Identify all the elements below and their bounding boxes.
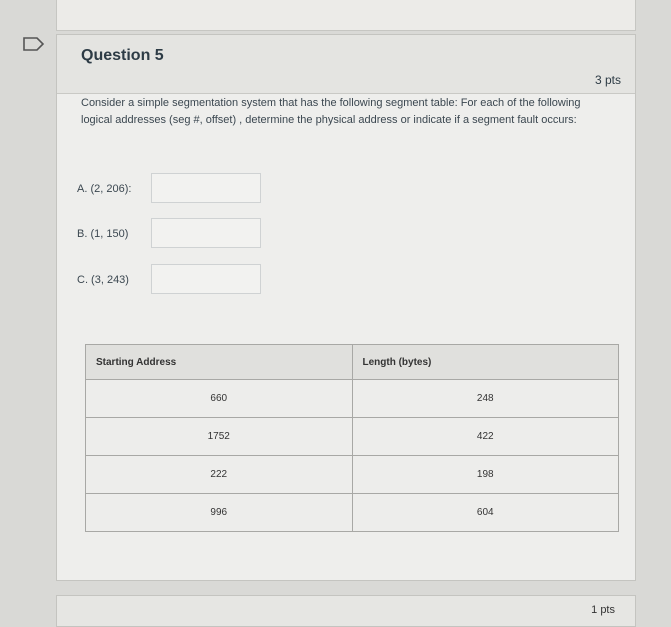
- answer-label-a: A. (2, 206):: [77, 183, 132, 195]
- length-cell: 604: [352, 494, 619, 532]
- answer-label-c: C. (3, 243): [77, 274, 129, 286]
- next-question-card: [56, 595, 636, 627]
- answer-input-c[interactable]: [151, 264, 261, 294]
- length-cell: 198: [352, 456, 619, 494]
- table-row: [86, 456, 619, 494]
- answer-input-a[interactable]: [151, 173, 261, 203]
- starting-address-cell: 660: [86, 380, 353, 418]
- table-row: [86, 494, 619, 532]
- question-points: 3 pts: [594, 73, 621, 87]
- bookmark-flag-icon[interactable]: [22, 36, 46, 52]
- length-cell: 422: [352, 418, 619, 456]
- question-prompt: Consider a simple segmentation system that has the following segment table: For each of the following logical addresses (seg #, offset) , determine the physical address or indicate if a segment fault occurs:: [81, 97, 581, 126]
- question-title: Question 5: [81, 47, 164, 64]
- table-row: [86, 418, 619, 456]
- previous-question-card: [56, 0, 636, 31]
- starting-address-cell: 1752: [86, 418, 353, 456]
- starting-address-cell: 996: [86, 494, 353, 532]
- length-cell: 248: [352, 380, 619, 418]
- starting-address-cell: 222: [86, 456, 353, 494]
- next-question-points: 1 pts: [591, 604, 615, 616]
- question-header: [57, 35, 635, 94]
- segment-table: [85, 344, 619, 532]
- table-header-row: [86, 345, 619, 380]
- header-starting-address: Starting Address: [86, 345, 353, 380]
- answer-input-b[interactable]: [151, 218, 261, 248]
- answer-label-b: B. (1, 150): [77, 228, 129, 240]
- question-card: [56, 34, 636, 581]
- header-length: Length (bytes): [352, 345, 619, 380]
- table-row: [86, 380, 619, 418]
